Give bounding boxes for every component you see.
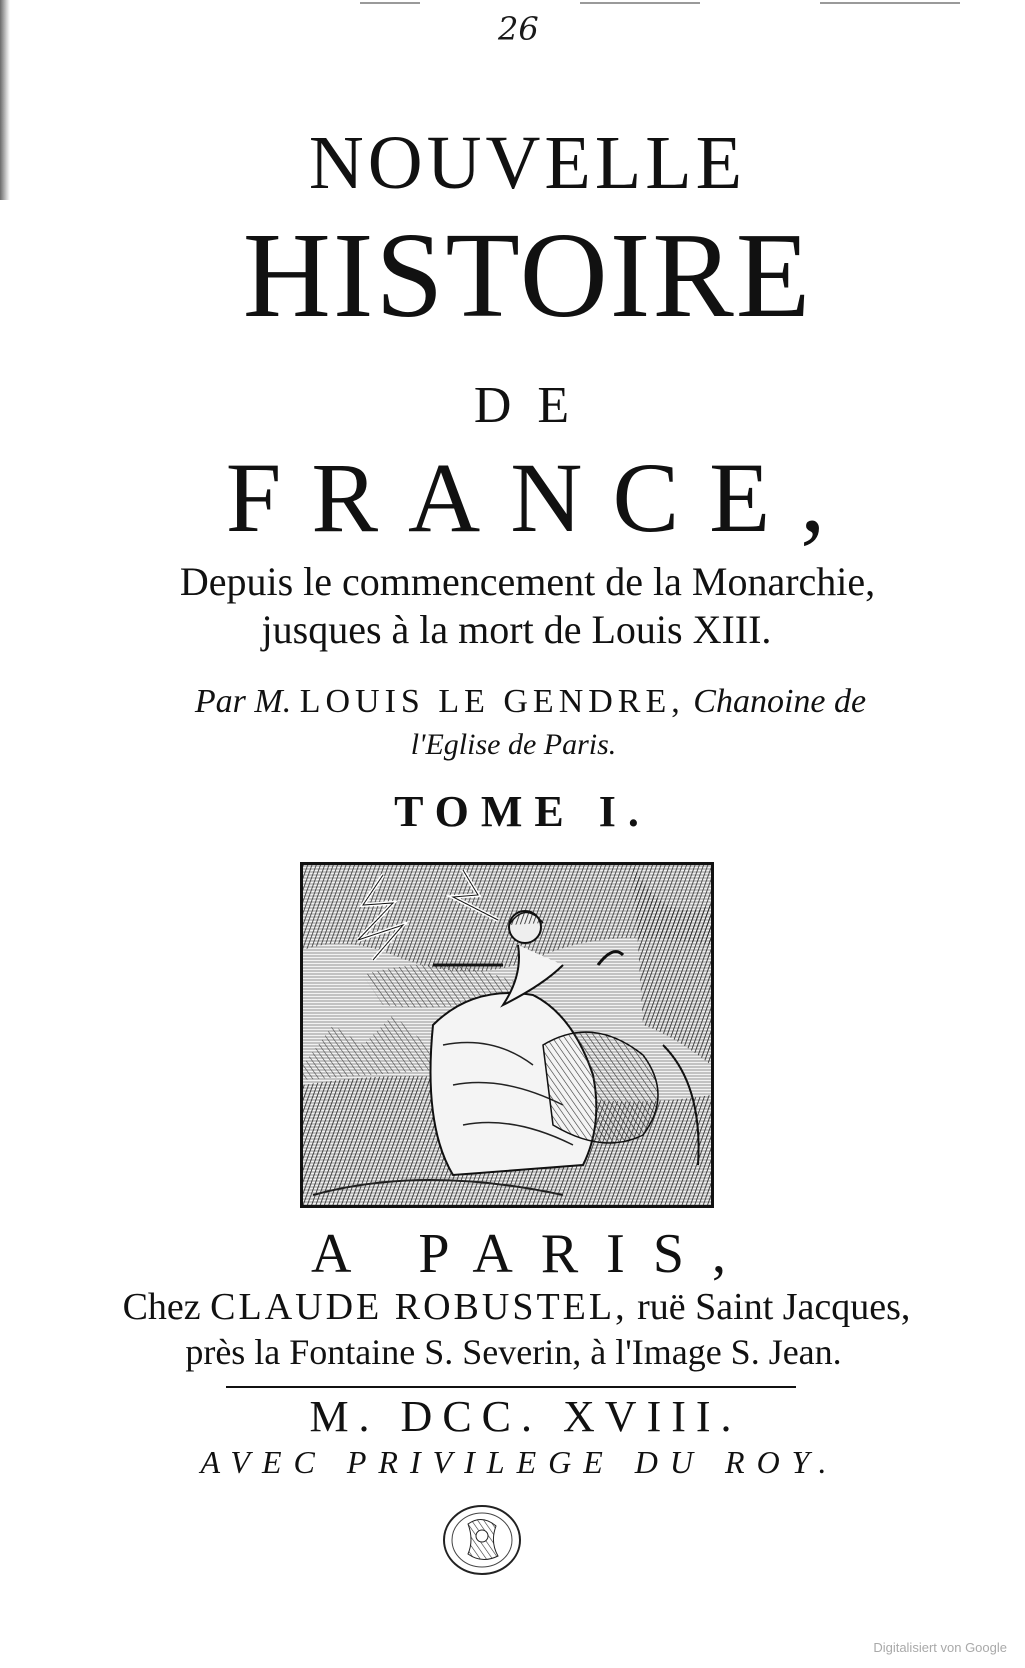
author-line	[0, 685, 1025, 719]
title-line-france: FRANCE,	[225, 442, 856, 553]
engraving-illustration	[300, 862, 714, 1208]
top-scan-mark	[360, 2, 420, 4]
digitization-watermark: Digitalisiert von Google	[873, 1640, 1007, 1655]
imprint-publisher: CLAUDE ROBUSTEL,	[210, 1286, 628, 1328]
top-scan-mark	[820, 2, 960, 4]
subtitle-line-2: jusques à la mort de Louis XIII.	[261, 607, 772, 652]
author-name: LOUIS LE GENDRE,	[299, 683, 685, 720]
engraving-art	[303, 865, 711, 1205]
imprint-address: près la Fontaine S. Severin, à l'Image S. Jean.	[185, 1332, 842, 1372]
imprint-chez: Chez	[122, 1286, 201, 1328]
author-role-part2: l'Eglise de Paris.	[410, 728, 617, 761]
title-line-de: DE	[473, 377, 596, 434]
title-line-nouvelle: NOUVELLE	[308, 121, 747, 205]
imprint-street: ruë Saint Jacques,	[637, 1286, 911, 1328]
top-scan-mark	[580, 2, 700, 4]
royal-privilege: AVEC PRIVILEGE DU ROY.	[200, 1444, 839, 1480]
imprint-publisher-line	[0, 1288, 1025, 1326]
author-role-part1: Chanoine de	[693, 683, 867, 720]
volume-label: TOME I.	[394, 787, 651, 836]
author-prefix: Par M.	[194, 683, 292, 720]
imprint-date: M. DCC. XVIII.	[309, 1392, 742, 1441]
handwritten-shelfmark: 26	[498, 10, 539, 48]
title-line-histoire: HISTOIRE	[242, 208, 813, 343]
imprint-place: A PARIS,	[311, 1223, 754, 1285]
imprint-divider	[226, 1386, 796, 1388]
subtitle-line-1: Depuis le commencement de la Monarchie,	[179, 559, 876, 604]
library-stamp-icon	[440, 1502, 524, 1578]
